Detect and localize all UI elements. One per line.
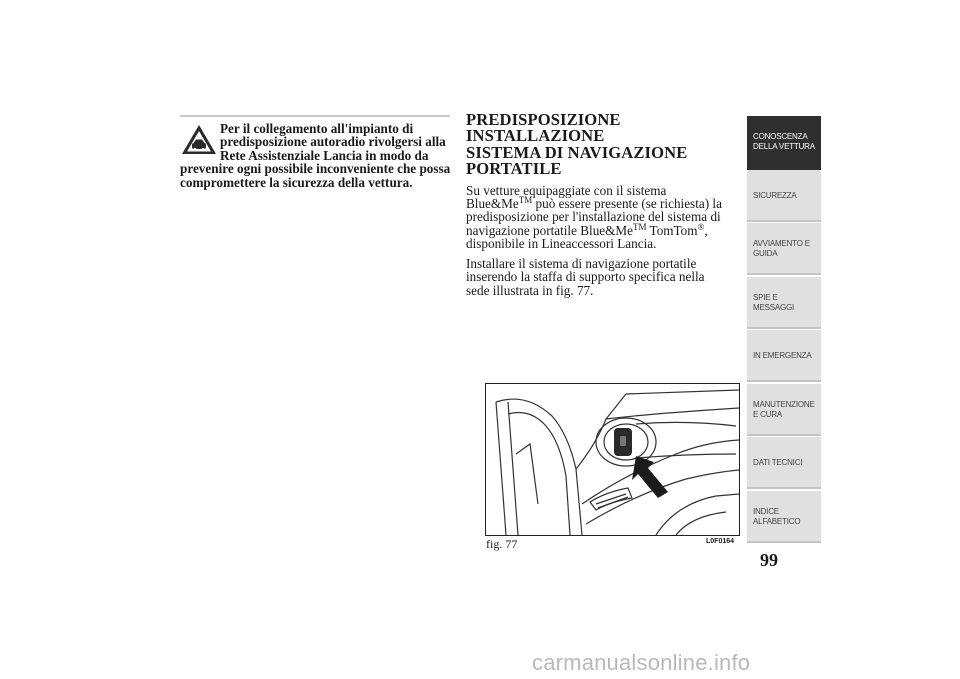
- tab-spie-e-messaggi[interactable]: SPIE E MESSAGGI: [747, 277, 821, 329]
- tab-indice-alfabetico[interactable]: INDICE ALFABETICO: [747, 491, 821, 543]
- figure-code: L0F0164: [706, 538, 735, 545]
- figure-77-illustration: [485, 383, 740, 536]
- paragraph-install: Installare il sistema di navigazione portatile inserendo la staffa di supporto specifica nella sede illustrata in fig. 77.: [466, 256, 705, 298]
- section-title-line: SISTEMA DI NAVIGAZIONE: [466, 142, 688, 162]
- dashboard-drawing: [486, 384, 739, 535]
- tab-conoscenza-della-vettura[interactable]: CONOSCENZA DELLA VETTURA: [747, 116, 821, 168]
- section-title-line: PORTATILE: [466, 159, 562, 179]
- tab-dati-tecnici[interactable]: DATI TECNICI: [747, 437, 821, 489]
- tab-in-emergenza[interactable]: IN EMERGENZA: [747, 330, 821, 382]
- tab-sicurezza[interactable]: SICUREZZA: [747, 170, 821, 222]
- chapter-tabs: [747, 116, 821, 544]
- warning-divider: [180, 115, 450, 117]
- section-title-line: PREDISPOSIZIONE INSTALLAZIONE: [466, 110, 621, 146]
- section-content: [466, 112, 728, 297]
- watermark-text: carmanualsonline.info: [532, 650, 751, 675]
- warning-text: Per il collegamento all'impianto di predisposizione autoradio rivolgersi alla Rete Assistenziale Lancia in modo da prevenire ogni possibile inconveniente che possa compromettere la sicurezza della vettura.: [180, 121, 451, 190]
- paragraph-intro: Su vetture equipaggiate con il sistema Blue&Me™ può essere presente (se richiesta) la predisposizione per l'installazione del sistema di navigazione portatile Blue&Me™ TomTom®, disponibile in Lineaccessori Lancia.: [466, 182, 722, 251]
- page-number: 99: [760, 550, 778, 570]
- tab-manutenzione-e-cura[interactable]: MANUTENZIONE E CURA: [747, 384, 821, 436]
- section-title: [466, 112, 728, 178]
- figure-caption: fig. 77: [486, 537, 518, 551]
- tab-avviamento-e-guida[interactable]: AVVIAMENTO E GUIDA: [747, 223, 821, 275]
